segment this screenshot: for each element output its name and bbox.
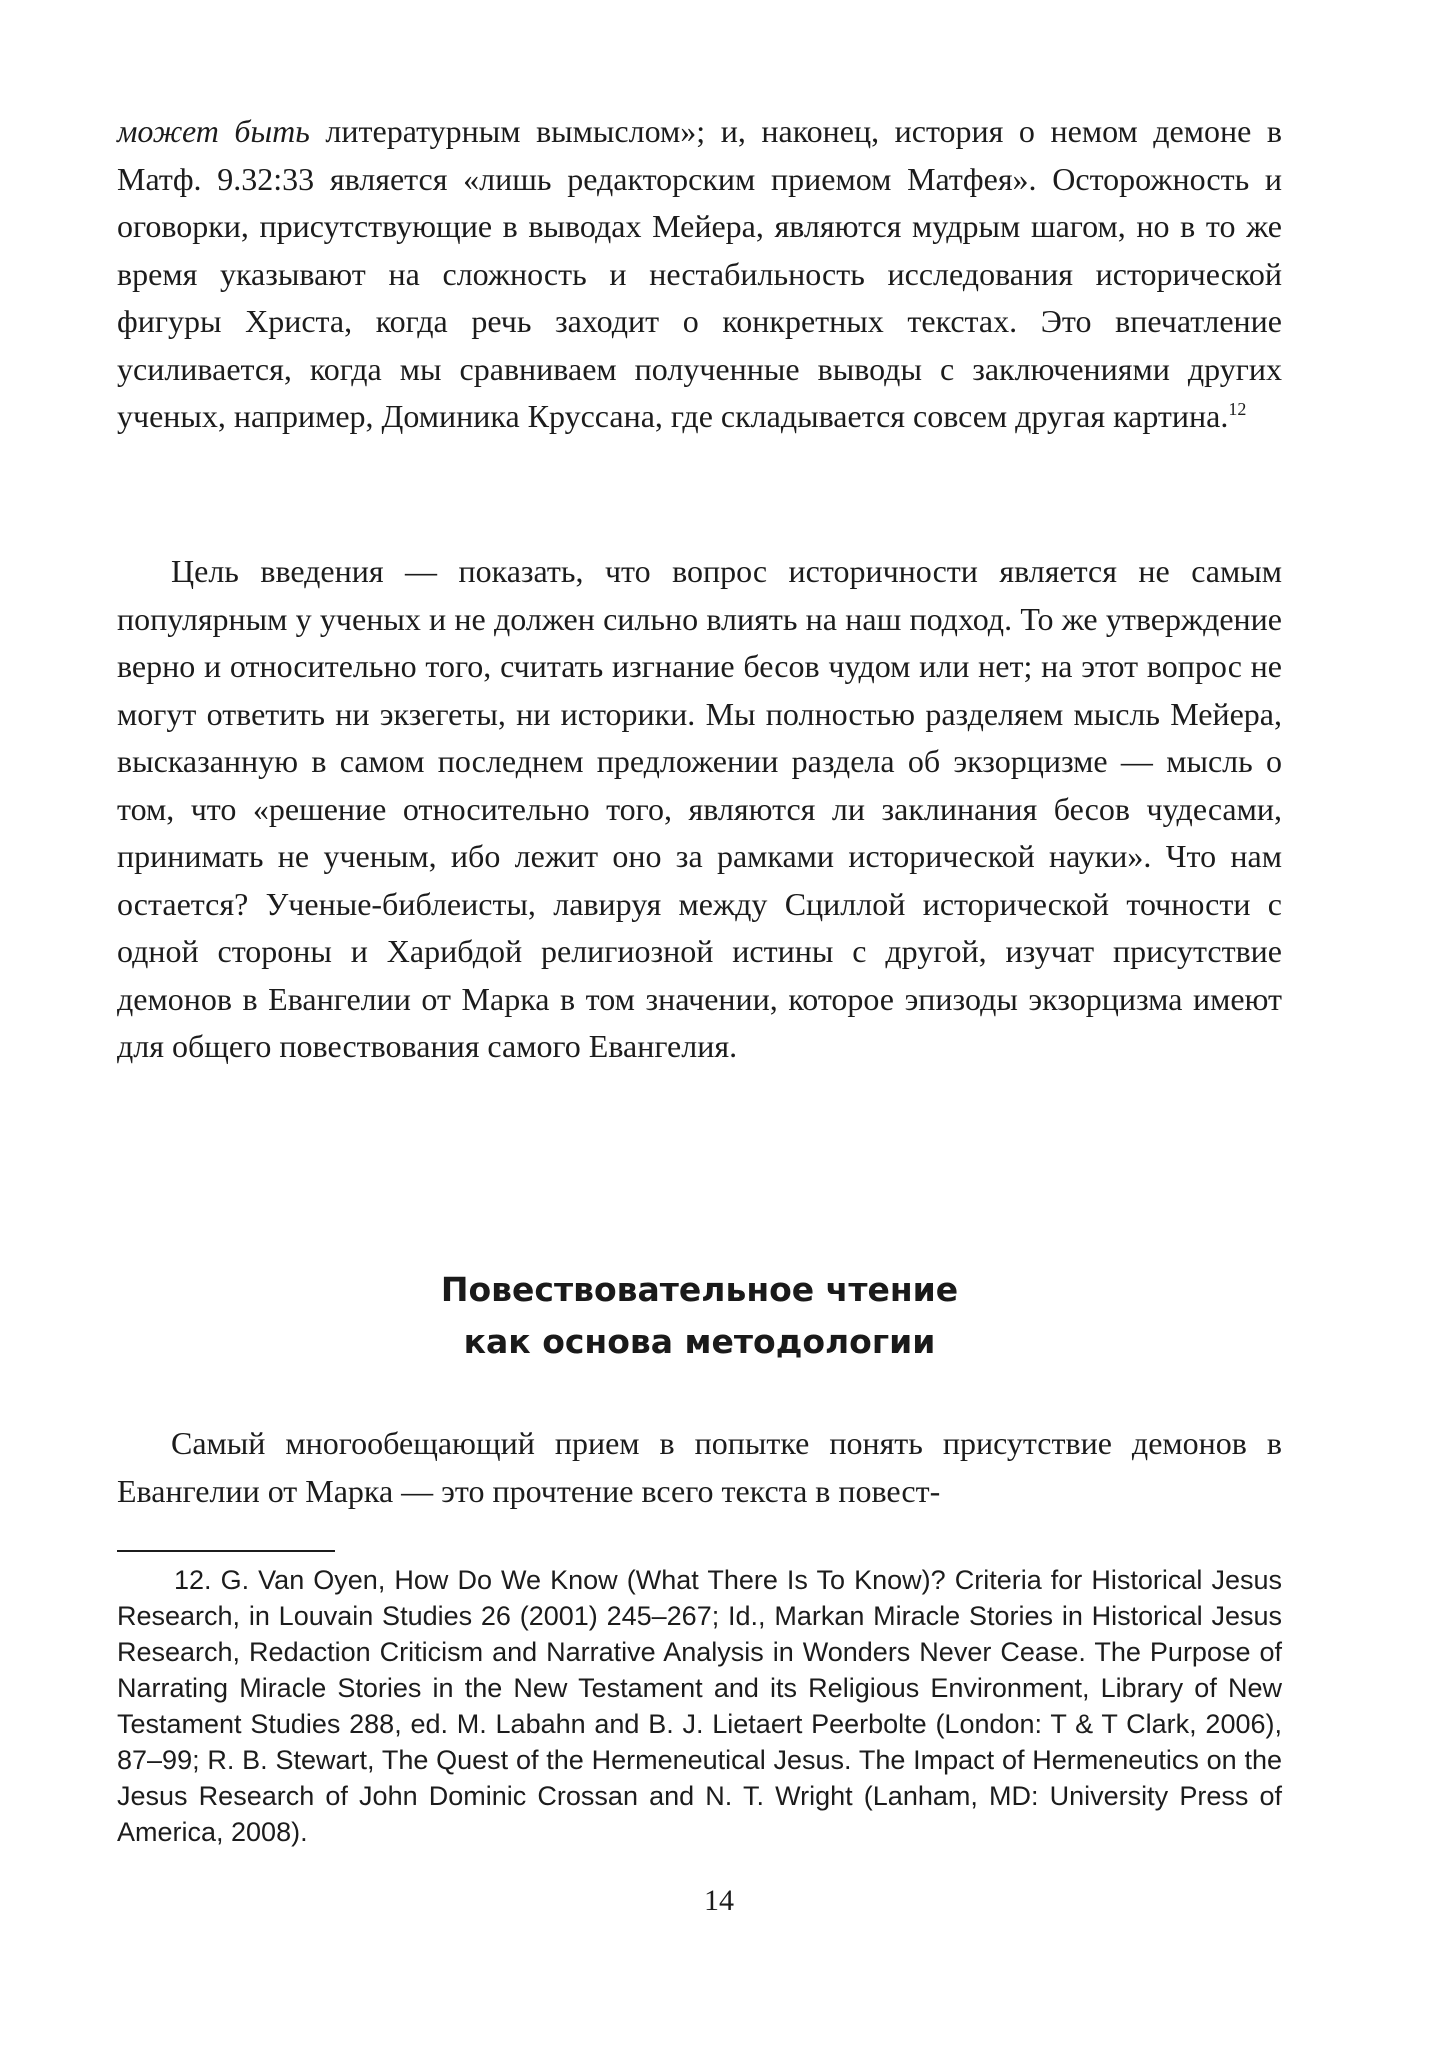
italic-phrase: может быть [117, 113, 310, 149]
paragraph-text: Самый многообещающий прием в попытке понять присутствие демонов в Евангелии от Марка — это прочтение всего текста в повест- [117, 1425, 1282, 1509]
page-number: 14 [704, 1884, 734, 1917]
footnote-reference[interactable]: 12 [1228, 399, 1247, 419]
body-paragraph [117, 548, 1282, 1071]
paragraph-text: Цель введения — показать, что вопрос историчности является не самым популярным у ученых и не должен сильно влиять на наш подход. То же утверждение верно и относительно того, считать изгнание бесов чудом или нет; на этот вопрос не могут ответить ни экзегеты, ни историки. Мы полностью разделяем мысль Мейера, высказанную в самом последнем предложении раздела об экзорцизме — мысль о том, что «решение относительно того, являются ли заклинания бесов чудесами, принимать не ученым, ибо лежит оно за рамками исторической науки». Что нам остается? Ученые-библеисты, лавируя между Сциллой исторической точности с одной стороны и Харибдой религиозной истины с другой, изучат присутствие демонов в Евангелии от Марка в том значении, которое эпизоды экзорцизма имеют для общего повествования самого Евангелия. [117, 553, 1282, 1064]
section-heading [117, 1264, 1282, 1368]
footnote-divider [117, 1550, 335, 1552]
section-heading-line-1: Повествовательное чтение [440, 1270, 959, 1309]
paragraph-text: литературным вымыслом»; и, наконец, история о немом демоне в Матф. 9.32:33 является «лишь редакторским приемом Матфея». Осторожность и оговорки, присутствующие в выводах Мейера, являются мудрым шагом, но в то же время указывают на сложность и нестабильность исследования исторической фигуры Христа, когда речь заходит о конкретных текстах. Это впечатление усиливается, когда мы сравниваем полученные выводы с заключениями других ученых, например, Доминика Круссана, где складывается совсем другая картина. [117, 113, 1283, 434]
section-heading-line-2: как основа методологии [463, 1322, 936, 1361]
body-paragraph [117, 1420, 1282, 1515]
body-paragraph-continued [117, 108, 1282, 441]
footnote: 12. G. Van Oyen, How Do We Know (What There Is To Know)? Criteria for Historical Jesus Research, in Louvain Studies 26 (2001) 245–267; Id., Markan Miracle Stories in Historical Jesus Research, Redaction Criticism and Narrative Analysis in Wonders Never Cease. The Purpose of Narrating Miracle Stories in the New Testament and its Religious Environment, Library of New Testament Studies 288, ed. M. Labahn and B. J. Lietaert Peerbolte (London: T & T Clark, 2006), 87–99; R. B. Stewart, The Quest of the Hermeneutical Jesus. The Impact of Hermeneutics on the Jesus Research of John Dominic Crossan and N. T. Wright (Lanham, MD: University Press of America, 2008). [117, 1565, 1282, 1847]
